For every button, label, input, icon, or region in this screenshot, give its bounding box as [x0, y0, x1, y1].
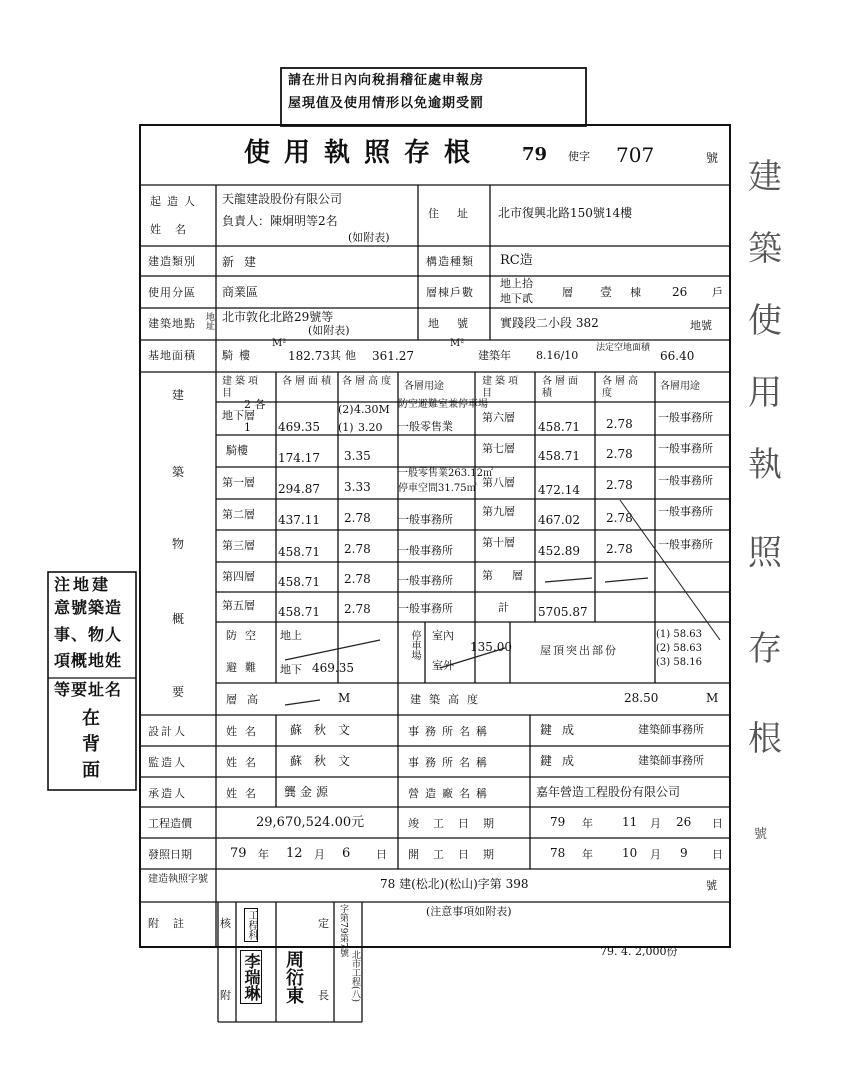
floor-label: 第九層 — [482, 505, 515, 518]
build-year: 8.16/10 — [536, 349, 579, 362]
start-month: 10 — [622, 846, 638, 860]
basement-num: 1 — [244, 421, 251, 434]
label-zoning: 使用分區 — [148, 286, 196, 299]
header-height-right: 各層高度 — [602, 376, 641, 399]
arcade-area: 182.73 — [288, 349, 330, 363]
start-year: 78 — [550, 846, 566, 860]
issue-month: 12 — [286, 846, 303, 861]
floor-use: 一般事務所 — [398, 513, 453, 526]
approval-char: 核 — [220, 917, 231, 930]
label-structure: 構造種類 — [426, 255, 474, 268]
shelter-below: 地下 — [280, 663, 302, 676]
legal-open-area: 66.40 — [660, 349, 695, 363]
stamp-small: 字第79第7號 — [338, 904, 348, 958]
side-stamp-line4: 項概地姓 — [54, 651, 123, 670]
faded-char: 照 — [748, 533, 782, 573]
label-site-area: 基地面積 — [148, 349, 196, 362]
arcade-unit: M² — [272, 338, 287, 349]
floor-area: 467.02 — [538, 513, 580, 527]
notes: (注意事項如附表) — [426, 905, 512, 918]
label-name: 姓名 — [226, 787, 264, 800]
overview-label-5: 要 — [172, 685, 185, 699]
floor-height: 2.78 — [606, 417, 633, 431]
roof-value: (3) 58.16 — [656, 657, 702, 668]
label-completion: 竣工日期 — [408, 817, 508, 830]
floor-height: 3.35 — [344, 449, 371, 463]
floor-height-mark2: (1) — [338, 421, 354, 434]
permit-prefix: 使字 — [568, 150, 590, 163]
header-item-right: 建築項目 — [482, 376, 521, 399]
overview-label-4: 概 — [172, 612, 185, 626]
floor-area: 458.71 — [278, 545, 320, 559]
completion-month: 11 — [622, 815, 638, 829]
label-floor-height: 層高 — [226, 693, 268, 706]
side-stamp-line8: 面 — [82, 760, 100, 781]
floor-use: 一般零售業263.12㎡ — [398, 468, 493, 479]
label-build-type: 建造類別 — [148, 255, 196, 268]
label-owner: 起造人 — [150, 195, 201, 208]
build-type-value: 新建 — [222, 255, 267, 269]
floors-below: 地下貳 — [500, 292, 533, 305]
side-stamp-line6: 在 — [82, 708, 100, 729]
header-area-left: 各層面積 — [282, 376, 334, 387]
designer-name: 蘇秋文 — [290, 723, 363, 737]
approval-char: 長 — [318, 989, 329, 1002]
floor-label: 第五層 — [222, 599, 255, 612]
label-supervisor: 監造人 — [148, 756, 187, 769]
char-day: 日 — [712, 817, 723, 830]
owner-representative: 負責人：陳炯明等2名 — [222, 214, 338, 228]
permit-number: 707 — [616, 143, 655, 167]
floor-use: 一般事務所 — [658, 505, 713, 518]
label-build-year: 建築年 — [478, 349, 511, 362]
floor-area: 458.71 — [538, 420, 580, 434]
construction-permit: 78 建(松北)(松山)字第 398 — [380, 877, 529, 891]
char-month: 月 — [650, 817, 661, 830]
char-day: 日 — [712, 848, 723, 861]
reviewer-seal: 李瑞琳 — [240, 950, 262, 1004]
issue-day: 6 — [342, 846, 351, 861]
label-parking: 停車場 — [409, 630, 420, 660]
label-office: 事務所名稱 — [408, 725, 493, 738]
floor-label: 第四層 — [222, 570, 255, 583]
faded-hao: 號 — [754, 827, 768, 842]
construction-permit-suffix: 號 — [706, 879, 717, 892]
print-info: 79. 4. 2,000份 — [600, 945, 678, 958]
floor-area: 452.89 — [538, 544, 580, 558]
faded-char: 築 — [748, 229, 782, 269]
label-arcade: 騎樓 — [222, 349, 256, 362]
approval-char: 定 — [318, 917, 329, 930]
floor-height: 3.33 — [344, 480, 371, 494]
side-stamp-line7: 背 — [82, 734, 100, 755]
parking-indoor-value: 135.00 — [470, 640, 512, 654]
char-year: 年 — [582, 817, 593, 830]
supervisor-name: 蘇秋文 — [290, 754, 363, 768]
permit-suffix: 號 — [706, 151, 719, 165]
overview-label-1: 建 — [172, 388, 185, 402]
floor-label: 第八層 — [482, 476, 515, 489]
floor-label: 第 層 — [482, 569, 527, 582]
owner-company: 天龍建設股份有限公司 — [222, 192, 343, 206]
char-day: 日 — [376, 848, 387, 861]
lot-suffix: 地號 — [690, 319, 712, 332]
approver-seal: 周衍東 — [283, 950, 304, 1004]
label-firm: 營造廠名稱 — [408, 787, 493, 800]
building-char: 棟 — [630, 286, 641, 299]
roof-value: (2) 58.63 — [656, 643, 702, 654]
other-unit: M² — [450, 338, 465, 349]
approval-char: 附 — [220, 989, 231, 1002]
label-site-address: 地址 — [204, 312, 214, 330]
structure-value: RC造 — [500, 253, 533, 268]
label-lot: 地號 — [428, 317, 486, 330]
issue-year: 79 — [230, 846, 247, 861]
floor-label: 地下層 — [222, 409, 255, 422]
floor-height: 2.78 — [606, 478, 633, 492]
floor-label: 第六層 — [482, 411, 515, 424]
floor-use: 一般事務所 — [658, 474, 713, 487]
page-title: 使用執照存根 — [244, 138, 485, 168]
side-stamp-line2: 意號築造 — [54, 598, 123, 617]
stamp-side: 北市工程(八) — [350, 950, 360, 1003]
floor-area: 472.14 — [538, 483, 580, 497]
floor-use: 一般事務所 — [398, 602, 453, 615]
floor-label: 騎樓 — [226, 444, 248, 457]
floor-height: 2.78 — [344, 542, 371, 556]
floor-area: 469.35 — [278, 420, 320, 434]
label-construction-permit: 建造執照字號 — [148, 874, 208, 885]
floors-above: 地上拾 — [500, 277, 533, 290]
building-count: 壹 — [600, 285, 613, 299]
household-char: 戶 — [712, 286, 723, 299]
floor-height2: 3.20 — [358, 421, 383, 434]
header-use-right: 各層用途 — [660, 381, 700, 392]
floor-area: 458.71 — [278, 575, 320, 589]
faded-char: 執 — [748, 445, 782, 485]
designer-office: 鍵成 — [540, 723, 585, 737]
floor-height: 2.78 — [606, 511, 633, 525]
lot-value: 實踐段二小段 382 — [500, 316, 599, 330]
permit-year: 79 — [522, 144, 548, 165]
char-year: 年 — [258, 848, 269, 861]
floor-use2: 停車空間31.75㎡ — [398, 483, 477, 494]
building-height-unit: M — [706, 691, 719, 705]
designer-office-suffix: 建築師事務所 — [638, 723, 704, 736]
stamp-text-line1: 請在卅日內向稅捐稽征處申報房 — [288, 73, 485, 88]
other-area: 361.27 — [372, 349, 414, 363]
basement-count: 2 各 — [244, 398, 266, 411]
header-item-left: 建築項目 — [222, 376, 261, 399]
faded-char: 根 — [748, 719, 782, 759]
site-attached: (如附表) — [308, 324, 350, 337]
contractor-firm: 嘉年營造工程股份有限公司 — [536, 785, 681, 799]
floor-label: 第七層 — [482, 442, 515, 455]
floor-use: 一般事務所 — [398, 544, 453, 557]
floor-area: 437.11 — [278, 513, 320, 527]
supervisor-office-suffix: 建築師事務所 — [638, 754, 704, 767]
floor-height-unit: M — [338, 691, 351, 705]
floor-height: 2.78 — [606, 542, 633, 556]
total-area: 5705.87 — [538, 605, 588, 619]
label-project-section: 工程科 — [246, 910, 257, 940]
stamp-text-line2: 屋現值及使用情形以免逾期受罰 — [288, 96, 485, 111]
floor-use: 一般事務所 — [658, 442, 713, 455]
completion-year: 79 — [550, 815, 566, 829]
label-site: 建築地點 — [148, 317, 196, 330]
label-designer: 設計人 — [148, 725, 187, 738]
faded-char: 用 — [748, 373, 782, 413]
header-area-right: 各層面積 — [542, 376, 581, 399]
floor-use: 一般事務所 — [658, 538, 713, 551]
household-count: 26 — [672, 285, 688, 299]
contractor-name: 龔金源 — [284, 785, 333, 799]
header-use-left: 各層用途 — [404, 381, 444, 392]
floor-area: 294.87 — [278, 482, 320, 496]
floor-area: 458.71 — [278, 605, 320, 619]
zoning-value: 商業區 — [222, 285, 259, 299]
side-stamp-line3: 事、物人 — [54, 625, 123, 644]
label-roof: 屋頂突出部份 — [540, 644, 618, 657]
floor-area: 174.17 — [278, 451, 320, 465]
floor-label: 第一層 — [222, 476, 255, 489]
start-day: 9 — [680, 846, 688, 860]
label-building-height: 建築高度 — [410, 693, 486, 706]
char-month: 月 — [650, 848, 661, 861]
supervisor-office: 鍵成 — [540, 754, 585, 768]
floor-use: 一般事務所 — [398, 574, 453, 587]
label-shelter-1: 防空 — [226, 629, 264, 642]
parking-indoor: 室內 — [432, 629, 454, 642]
label-other: 其他 — [330, 349, 360, 362]
label-legal-open-area: 法定空地面積 — [596, 343, 651, 353]
floor-area: 458.71 — [538, 449, 580, 463]
faded-char: 存 — [748, 629, 782, 669]
floor-height: 2.78 — [344, 511, 371, 525]
floor-height: 2.78 — [344, 572, 371, 586]
cost-value: 29,670,524.00元 — [256, 815, 365, 830]
faded-char: 使 — [748, 301, 782, 341]
floor-label: 第三層 — [222, 539, 255, 552]
header-height-left: 各層高度 — [342, 376, 394, 387]
completion-day: 26 — [676, 815, 692, 829]
side-stamp-line5: 等要址名 — [54, 680, 123, 699]
label-contractor: 承造人 — [148, 787, 187, 800]
shelter-above: 地上 — [280, 629, 302, 642]
side-stamp-line1: 注地建 — [54, 575, 112, 594]
label-office: 事務所名稱 — [408, 756, 493, 769]
floor-height-mark: (2) — [338, 403, 354, 416]
label-name: 姓名 — [226, 756, 264, 769]
floor-height: 4.30M — [354, 403, 390, 416]
shelter-below-value: 469.35 — [312, 661, 354, 675]
total-label: 計 — [498, 601, 509, 614]
floor-use2: 一般零售業 — [398, 420, 453, 433]
label-cost: 工程造價 — [148, 817, 192, 830]
char-year: 年 — [582, 848, 593, 861]
floor-label: 第十層 — [482, 536, 515, 549]
overview-label-3: 物 — [172, 537, 185, 551]
owner-address: 北市復興北路150號14樓 — [498, 206, 633, 220]
floor-use: 一般事務所 — [658, 411, 713, 424]
site-address: 北市敦化北路29號等 — [222, 310, 334, 324]
owner-attached: (如附表) — [348, 231, 390, 244]
floor-label: 第二層 — [222, 508, 255, 521]
char-month: 月 — [314, 848, 325, 861]
roof-value: (1) 58.63 — [656, 629, 702, 640]
label-shelter-2: 避難 — [226, 661, 264, 674]
label-remarks: 附註 — [148, 917, 198, 930]
floor-height: 2.78 — [606, 447, 633, 461]
faded-char: 建 — [748, 157, 782, 197]
building-height: 28.50 — [624, 691, 659, 705]
label-name: 姓名 — [226, 725, 264, 738]
label-owner-name: 姓名 — [150, 223, 200, 236]
overview-label-2: 築 — [172, 465, 185, 479]
label-start-date: 開工日期 — [408, 848, 508, 861]
floor-char: 層 — [562, 286, 573, 299]
label-issue-date: 發照日期 — [148, 848, 192, 861]
floor-use: 防空避難室兼停車場 — [398, 399, 488, 410]
label-address: 住址 — [428, 207, 486, 220]
parking-outdoor: 室外 — [432, 659, 454, 672]
label-floors-units: 層棟戶數 — [426, 286, 474, 299]
floor-height: 2.78 — [344, 602, 371, 616]
